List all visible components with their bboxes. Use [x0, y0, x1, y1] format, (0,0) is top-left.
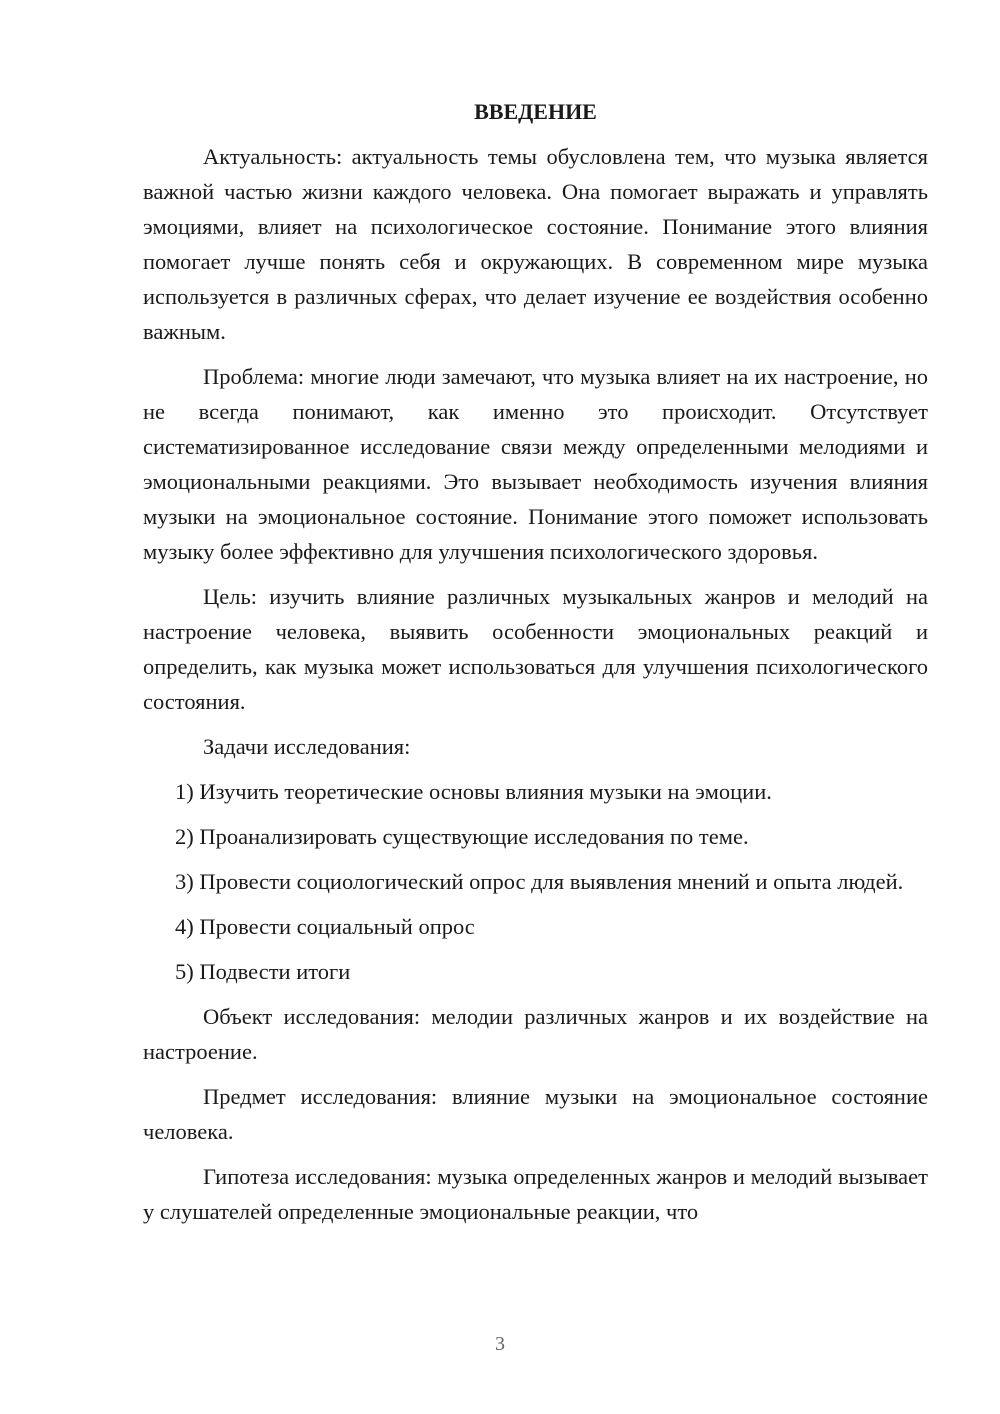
object-paragraph: Объект исследования: мелодии различных жанров и их воздействие на настроение. [143, 1004, 928, 1064]
task-item-2: 2) Проанализировать существующие исследования по теме. [175, 824, 749, 849]
page-number: 3 [495, 1333, 505, 1355]
task-item-3: 3) Провести социологический опрос для выявления мнений и опыта людей. [175, 869, 904, 894]
relevance-paragraph: Актуальность: актуальность темы обусловлена тем, что музыка является важной частью жизни каждого человека. Она помогает выражать и управлять эмоциями, влияет на психологическое состояние. Понимание этого влияния помогает лучше понять себя и окружающих. В современном мире музыка используется в различных сферах, что делает изучение ее воздействия особенно важным. [143, 144, 928, 344]
tasks-heading: Задачи исследования: [203, 734, 411, 759]
subject-paragraph: Предмет исследования: влияние музыки на эмоциональное состояние человека. [143, 1084, 928, 1144]
goal-paragraph: Цель: изучить влияние различных музыкальных жанров и мелодий на настроение человека, выявить особенности эмоциональных реакций и определить, как музыка может использоваться для улучшения психологического состояния. [143, 584, 928, 714]
task-item-4: 4) Провести социальный опрос [175, 914, 475, 939]
task-item-5: 5) Подвести итоги [175, 959, 351, 984]
page-content [143, 94, 928, 1229]
hypothesis-paragraph: Гипотеза исследования: музыка определенных жанров и мелодий вызывает у слушателей определенные эмоциональные реакции, что [143, 1164, 928, 1224]
section-title: ВВЕДЕНИЕ [474, 99, 597, 124]
problem-paragraph: Проблема: многие люди замечают, что музыка влияет на их настроение, но не всегда понимают, как именно это происходит. Отсутствует систематизированное исследование связи между определенными мелодиями и эмоциональными реакциями. Это вызывает необходимость изучения влияния музыки на эмоциональное состояние. Понимание этого поможет использовать музыку более эффективно для улучшения психологического здоровья. [143, 364, 928, 564]
task-item-1: 1) Изучить теоретические основы влияния музыки на эмоции. [175, 779, 772, 804]
